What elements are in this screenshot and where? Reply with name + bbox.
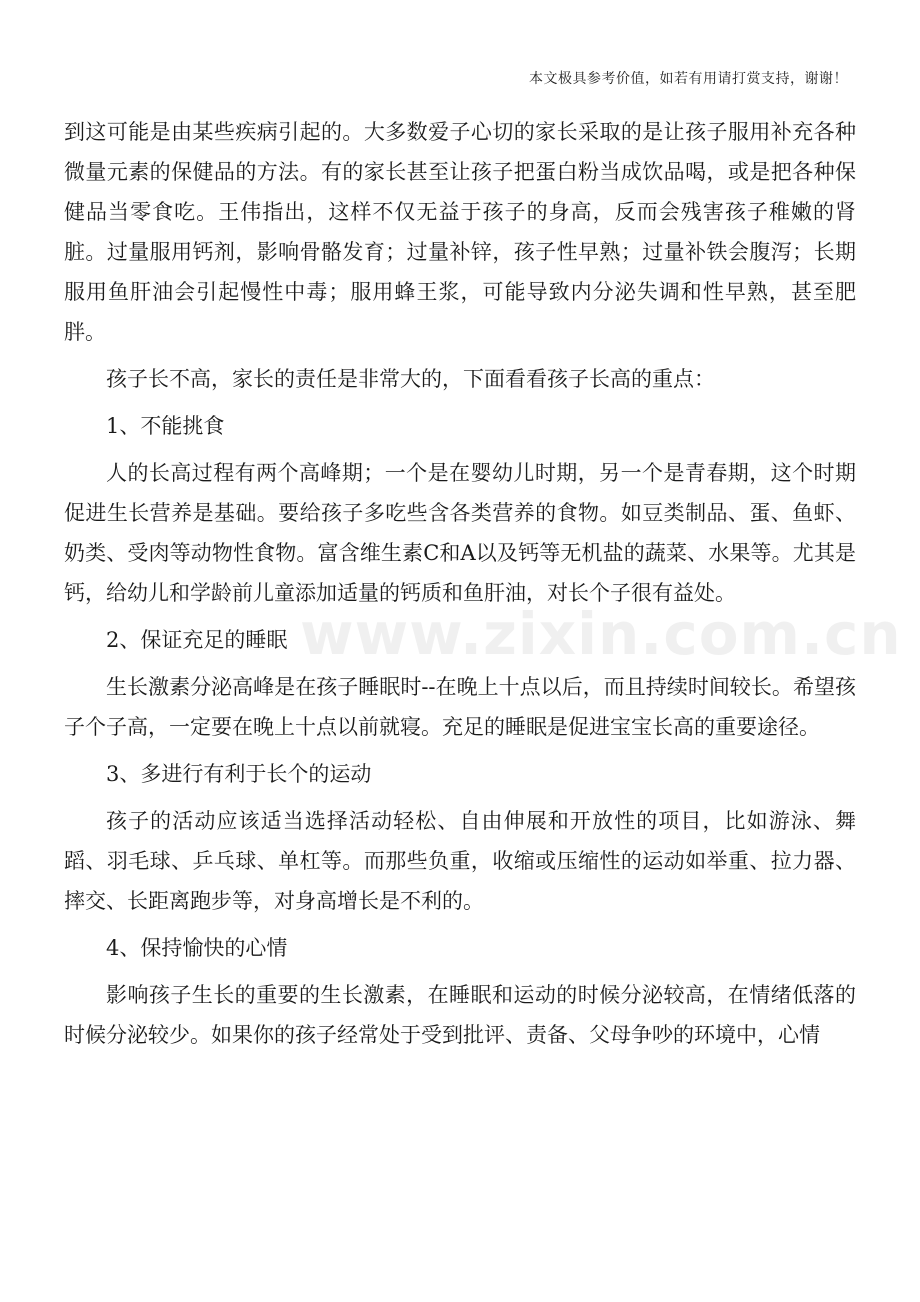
- section-heading-1: 1、不能挑食: [106, 414, 225, 438]
- section-heading-4: 4、保持愉快的心情: [106, 936, 288, 960]
- paragraph-section-1: 人的长高过程有两个高峰期；一个是在婴幼儿时期，另一个是青春期，这个时期促进生长营养是基础。要给孩子多吃些含各类营养的食物。如豆类制品、蛋、鱼虾、奶类、受肉等动物性食物。富含维生素C和A以及钙等无机盐的蔬菜、水果等。尤其是钙，给幼儿和学龄前儿童添加适量的钙质和鱼肝油，对长个子很有益处。: [64, 461, 856, 605]
- section-heading-3: 3、多进行有利于长个的运动: [106, 762, 372, 786]
- watermark: www.zixin.com.cn: [300, 600, 902, 668]
- section-heading-2: 2、保证充足的睡眠: [106, 628, 288, 652]
- paragraph-continuation: 到这可能是由某些疾病引起的。大多数爱子心切的家长采取的是让孩子服用补充各种微量元素的保健品的方法。有的家长甚至让孩子把蛋白粉当成饮品喝，或是把各种保健品当零食吃。王伟指出，这样不仅无益于孩子的身高，反而会残害孩子稚嫩的肾脏。过量服用钙剂，影响骨骼发育；过量补锌，孩子性早熟；过量补铁会腹泻；长期服用鱼肝油会引起慢性中毒；服用蜂王浆，可能导致内分泌失调和性早熟，甚至肥胖。: [64, 120, 856, 344]
- paragraph-section-4: 影响孩子生长的重要的生长激素，在睡眠和运动的时候分泌较高，在情绪低落的时候分泌较少。如果你的孩子经常处于受到批评、责备、父母争吵的环境中，心情: [64, 983, 856, 1047]
- paragraph-section-3: 孩子的活动应该适当选择活动轻松、自由伸展和开放性的项目，比如游泳、舞蹈、羽毛球、乒乓球、单杠等。而那些负重，收缩或压缩性的运动如举重、拉力器、摔交、长距离跑步等，对身高增长是不利的。: [64, 809, 856, 913]
- header-note: 本文极具参考价值，如若有用请打赏支持，谢谢！: [529, 71, 848, 87]
- paragraph-intro: 孩子长不高，家长的责任是非常大的，下面看看孩子长高的重点：: [106, 367, 715, 391]
- paragraph-section-2: 生长激素分泌高峰是在孩子睡眠时--在晚上十点以后，而且持续时间较长。希望孩子个子高，一定要在晚上十点以前就寝。充足的睡眠是促进宝宝长高的重要途径。: [64, 675, 856, 739]
- document-body: [64, 112, 856, 1055]
